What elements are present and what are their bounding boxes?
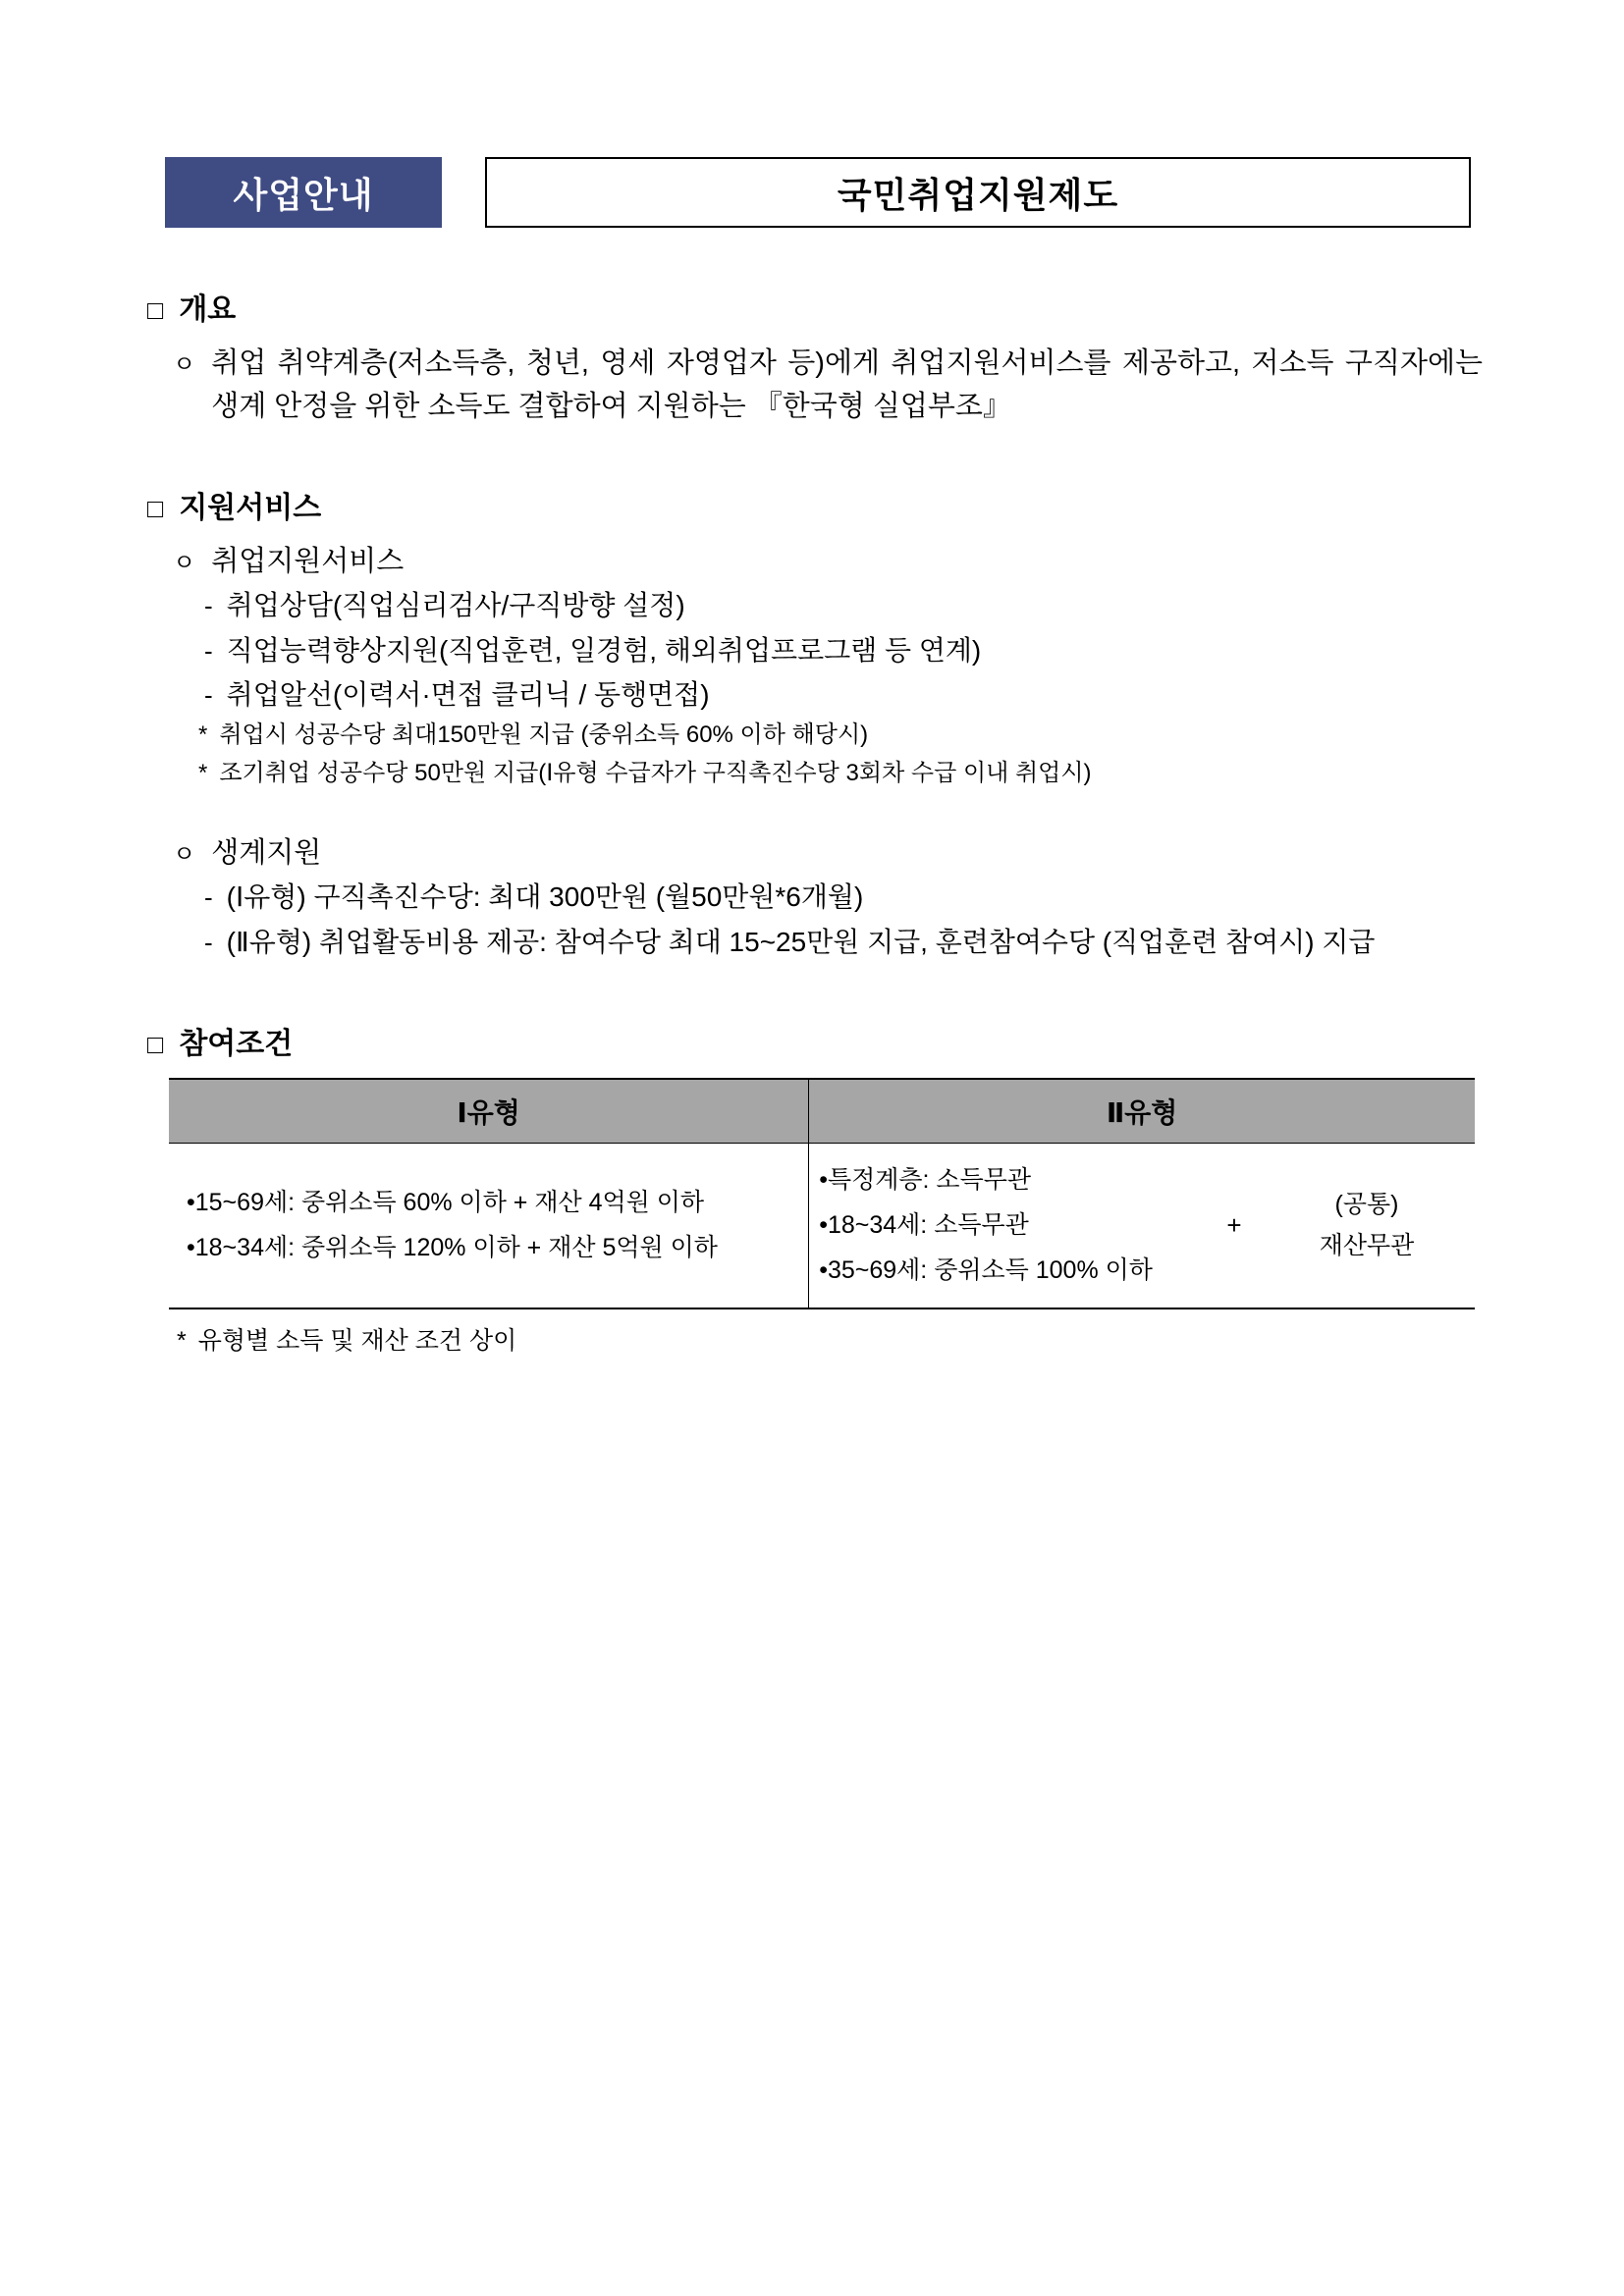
section-heading-services-label: 지원서비스 [179, 492, 322, 525]
services-group-employment [173, 540, 1483, 583]
column-header-type2: Ⅱ유형 [809, 1079, 1475, 1144]
common-condition-label: (공통) [1334, 1190, 1399, 1218]
list-item [204, 875, 1483, 919]
asterisk-icon: * [198, 759, 208, 786]
table-header-row [169, 1079, 1475, 1144]
services-group-livelihood [173, 831, 1483, 875]
section-heading-overview [147, 285, 1483, 328]
document-content [147, 285, 1483, 1357]
service-note-success-allowance [198, 717, 1483, 754]
common-condition-value: 재산무관 [1319, 1232, 1415, 1260]
overview-bullet [173, 342, 1483, 428]
list-item [204, 628, 1483, 672]
program-badge: 사업안내 [165, 157, 442, 228]
service-note-early-employment [198, 755, 1483, 792]
circle-bullet-icon: ㅇ [173, 550, 196, 577]
list-item [204, 583, 1483, 627]
overview-text: 취업 취약계층(저소득층, 청년, 영세 자영업자 등)에게 취업지원서비스를 제공하고, 저소득 구직자에는 생계 안정을 위한 소득도 결합하여 지원하는 『한국형 실업부조』 [211, 347, 1483, 423]
table-row [169, 1143, 1475, 1308]
asterisk-icon: * [198, 721, 208, 749]
service-item-training: 직업능력향상지원(직업훈련, 일경험, 해외취업프로그램 등 연계) [226, 634, 982, 666]
dash-bullet-icon: - [204, 679, 213, 710]
conditions-note-text: 유형별 소득 및 재산 조건 상이 [197, 1326, 517, 1355]
page-title: 국민취업지원제도 [485, 157, 1471, 228]
livelihood-item-type1: (Ⅰ유형) 구직촉진수당: 최대 300만원 (월50만원*6개월) [226, 881, 864, 913]
type1-condition-2: •18~34세: 중위소득 120% 이하 + 재산 5억원 이하 [187, 1234, 718, 1262]
list-item [204, 672, 1483, 717]
cell-type1-conditions [169, 1143, 809, 1308]
service-note-text: 취업시 성공수당 최대150만원 지급 (중위소득 60% 이하 해당시) [219, 721, 869, 749]
service-item-placement: 취업알선(이력서·면접 클리닉 / 동행면접) [226, 678, 710, 710]
type2-condition-list [819, 1157, 1200, 1294]
dash-bullet-icon: - [204, 635, 213, 666]
square-bullet-icon: □ [147, 1029, 164, 1059]
document-header [165, 157, 1471, 228]
section-heading-conditions-label: 참여조건 [179, 1027, 294, 1060]
square-bullet-icon: □ [147, 494, 164, 524]
common-condition [1269, 1184, 1465, 1267]
service-note-text: 조기취업 성공수당 50만원 지급(Ⅰ유형 수급자가 구직촉진수당 3회차 수급 이내 취업시) [219, 759, 1092, 786]
type2-condition-1: •특정계층: 소득무관 [819, 1165, 1032, 1194]
square-bullet-icon: □ [147, 295, 164, 325]
cell-type2-conditions [809, 1143, 1475, 1308]
section-heading-conditions [147, 1019, 1483, 1062]
list-item [204, 920, 1483, 964]
section-heading-overview-label: 개요 [179, 294, 237, 326]
type2-condition-2: •18~34세: 소득무관 [819, 1211, 1029, 1240]
livelihood-item-type2: (Ⅱ유형) 취업활동비용 제공: 참여수당 최대 15~25만원 지급, 훈련참여수당 (직업훈련 참여시) 지급 [226, 926, 1376, 957]
type2-condition-3: •35~69세: 중위소득 100% 이하 [819, 1256, 1153, 1285]
conditions-table [169, 1078, 1475, 1309]
service-item-counseling: 취업상담(직업심리검사/구직방향 설정) [226, 590, 685, 621]
dash-bullet-icon: - [204, 927, 213, 957]
type1-condition-1: •15~69세: 중위소득 60% 이하 + 재산 4억원 이하 [187, 1189, 705, 1217]
conditions-note [177, 1321, 1483, 1357]
services-group-employment-label: 취업지원서비스 [211, 546, 405, 578]
services-group-livelihood-label: 생계지원 [211, 837, 322, 870]
asterisk-icon: * [177, 1326, 187, 1355]
column-header-type1: Ⅰ유형 [169, 1079, 809, 1144]
dash-bullet-icon: - [204, 591, 213, 621]
plus-sign-icon: + [1226, 1209, 1242, 1240]
section-heading-services [147, 483, 1483, 526]
circle-bullet-icon: ㅇ [173, 351, 196, 378]
dash-bullet-icon: - [204, 882, 213, 913]
circle-bullet-icon: ㅇ [173, 841, 196, 869]
